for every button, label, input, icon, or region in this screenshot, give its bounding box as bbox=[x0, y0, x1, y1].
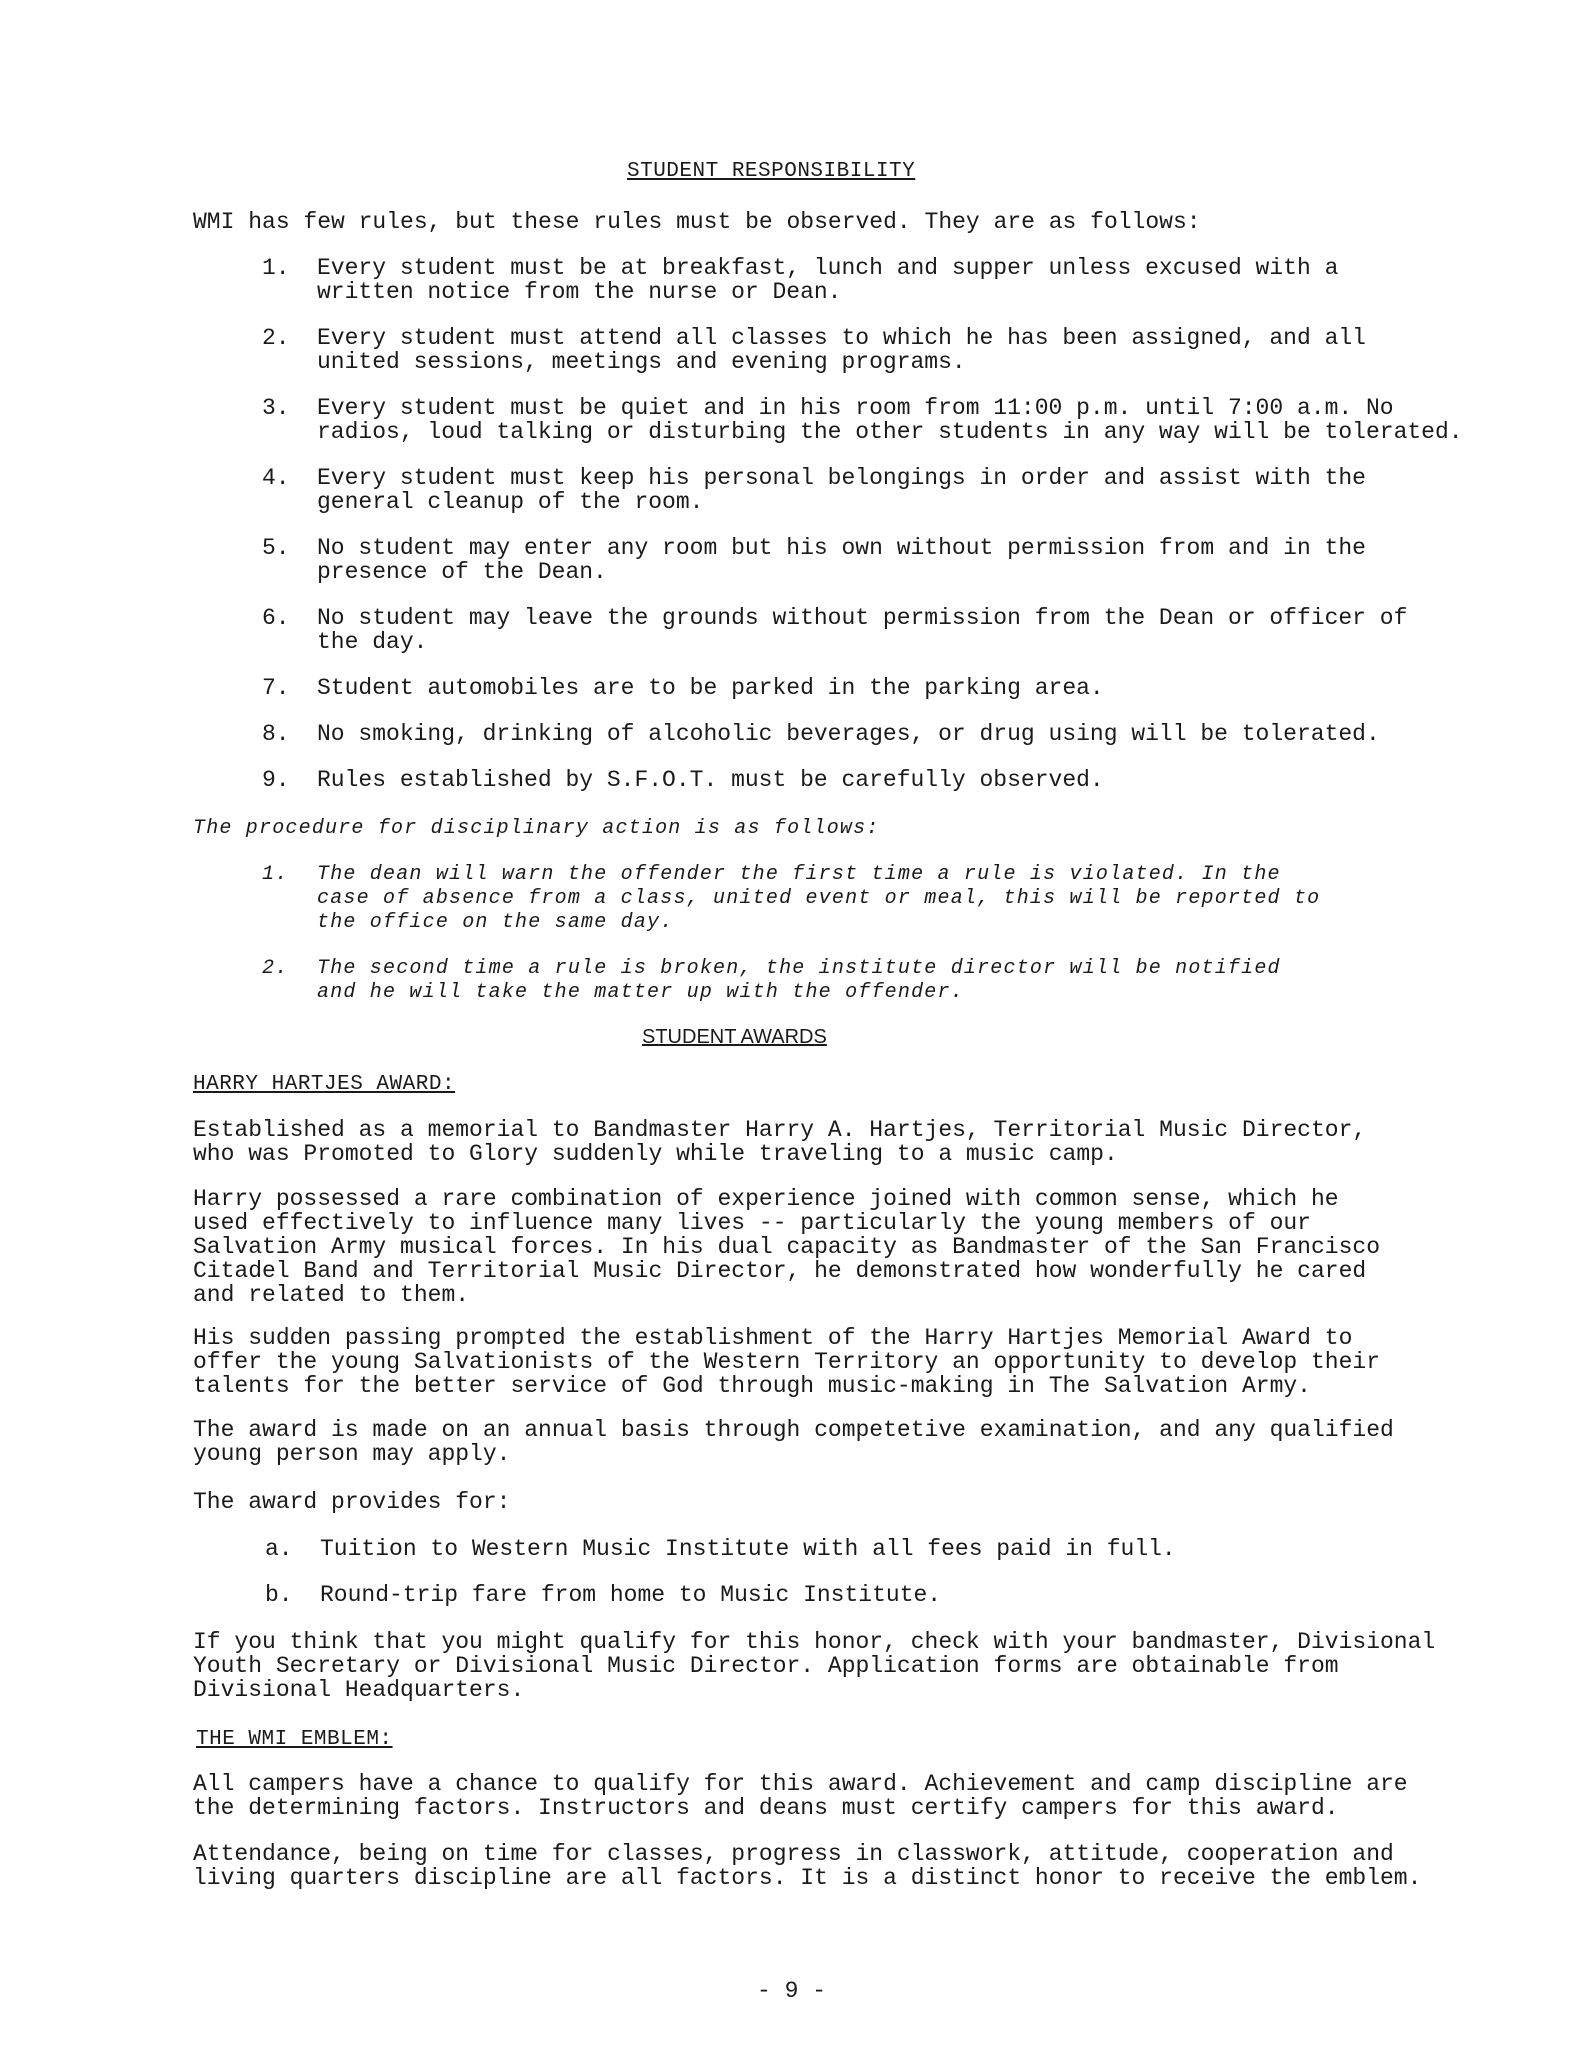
rule-text: Every student must be at breakfast, lunch and supper unless excused with a written notice from the nurse or Dean. bbox=[317, 255, 1339, 305]
rule-text: No smoking, drinking of alcoholic beverages, or drug using will be tolerated. bbox=[317, 721, 1380, 747]
page-number: - 9 - bbox=[756, 1978, 826, 2004]
procedure-number: 1. bbox=[262, 863, 289, 886]
rule-text: Every student must attend all classes to which he has been assigned, and all united sessions, meetings and evening programs. bbox=[317, 325, 1366, 375]
wmi-emblem-heading: THE WMI EMBLEM: bbox=[196, 1728, 393, 1751]
rule-number: 5. bbox=[262, 535, 290, 561]
provision-text: Tuition to Western Music Institute with all fees paid in full. bbox=[320, 1536, 1176, 1562]
rule-number: 8. bbox=[262, 721, 290, 747]
rule-text: Every student must keep his personal belongings in order and assist with the general cleanup of the room. bbox=[317, 465, 1366, 515]
rule-number: 6. bbox=[262, 605, 290, 631]
procedure-text: The second time a rule is broken, the institute director will be notified and he will take the matter up with the offender. bbox=[317, 957, 1281, 1004]
student-awards-heading: STUDENT AWARDS bbox=[642, 1026, 827, 1048]
rule-text: Every student must be quiet and in his room from 11:00 p.m. until 7:00 a.m. No radios, loud talking or disturbing the other students in any way will be tolerated. bbox=[317, 395, 1463, 445]
rule-text: No student may leave the grounds without permission from the Dean or officer of the day. bbox=[317, 605, 1408, 655]
hartjes-award-heading: HARRY HARTJES AWARD: bbox=[193, 1073, 456, 1096]
qualify-paragraph: If you think that you might qualify for this honor, check with your bandmaster, Divisional Youth Secretary or Divisional Music Director. Application forms are obtainable from Divisional Headquarters. bbox=[193, 1629, 1436, 1703]
procedure-number: 2. bbox=[262, 957, 289, 980]
rule-number: 1. bbox=[262, 255, 290, 281]
rule-number: 2. bbox=[262, 325, 290, 351]
emblem-paragraph: Attendance, being on time for classes, progress in classwork, attitude, cooperation and living quarters discipline are all factors. It is a distinct honor to receive the emblem. bbox=[193, 1841, 1422, 1891]
rule-number: 4. bbox=[262, 465, 290, 491]
rules-intro: WMI has few rules, but these rules must be observed. They are as follows: bbox=[193, 209, 1201, 235]
rule-text: Student automobiles are to be parked in the parking area. bbox=[317, 675, 1104, 701]
award-paragraph: The award is made on an annual basis through competetive examination, and any qualified young person may apply. bbox=[193, 1417, 1394, 1467]
procedure-intro: The procedure for disciplinary action is as follows: bbox=[193, 817, 880, 840]
rule-number: 3. bbox=[262, 395, 290, 421]
award-paragraph: Harry possessed a rare combination of experience joined with common sense, which he used effectively to influence many lives -- particularly the young members of our Salvation Army musical forces. In his dual capacity as Bandmaster of the San Francisco Citadel Band and Territorial Music Director, he demonstrated how wonderfully he cared and related to them. bbox=[193, 1186, 1380, 1308]
emblem-paragraph: All campers have a chance to qualify for this award. Achievement and camp discipline are the determining factors. Instructors and deans must certify campers for this award. bbox=[193, 1771, 1408, 1821]
award-paragraph: Established as a memorial to Bandmaster Harry A. Hartjes, Territorial Music Director, who was Promoted to Glory suddenly while traveling to a music camp. bbox=[193, 1117, 1367, 1167]
award-paragraph: The award provides for: bbox=[193, 1489, 511, 1515]
rule-number: 7. bbox=[262, 675, 290, 701]
student-responsibility-heading: STUDENT RESPONSIBILITY bbox=[627, 160, 916, 183]
provision-text: Round-trip fare from home to Music Institute. bbox=[320, 1582, 942, 1608]
procedure-text: The dean will warn the offender the first time a rule is violated. In the case of absence from a class, united event or meal, this will be reported to the office on the same day. bbox=[317, 863, 1321, 934]
provision-letter: a. bbox=[265, 1536, 293, 1562]
rule-number: 9. bbox=[262, 767, 290, 793]
rule-text: No student may enter any room but his own without permission from and in the presence of the Dean. bbox=[317, 535, 1366, 585]
provision-letter: b. bbox=[265, 1582, 293, 1608]
award-paragraph: His sudden passing prompted the establishment of the Harry Hartjes Memorial Award to offer the young Salvationists of the Western Territory an opportunity to develop their talents for the better service of God through music-making in The Salvation Army. bbox=[193, 1325, 1380, 1399]
rule-text: Rules established by S.F.O.T. must be carefully observed. bbox=[317, 767, 1104, 793]
